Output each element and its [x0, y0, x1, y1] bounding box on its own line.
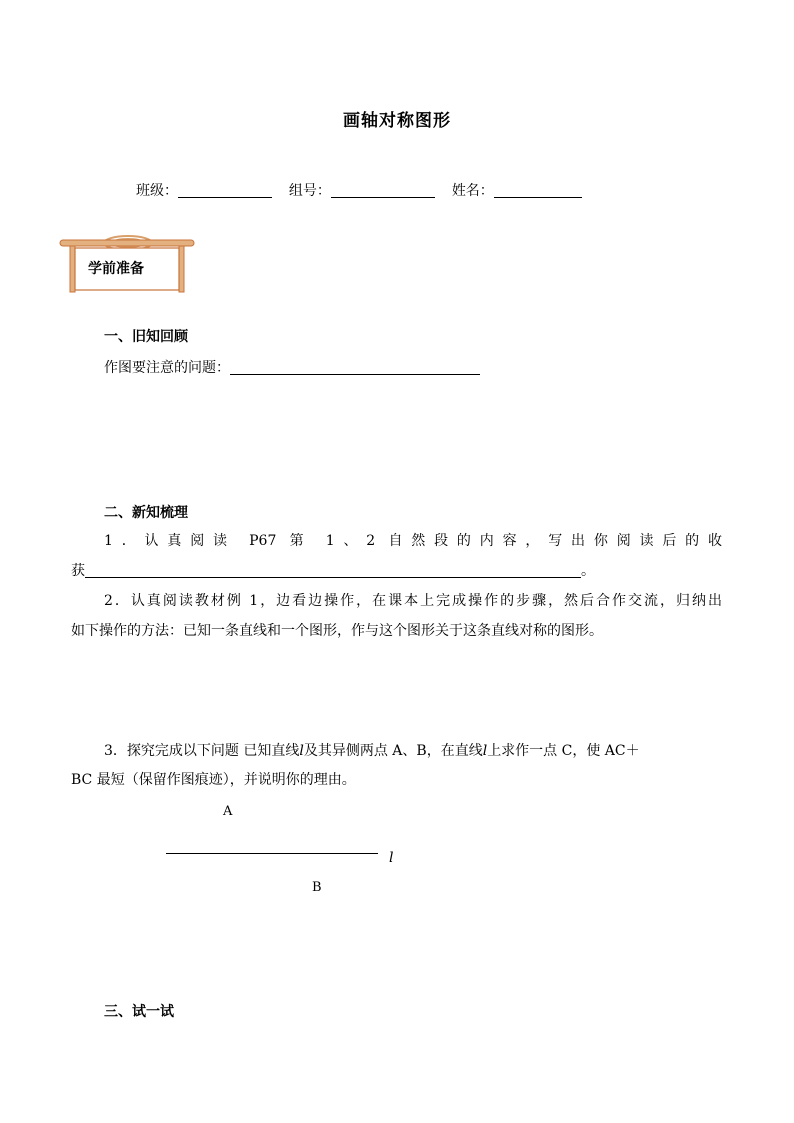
item3-line1 — [104, 736, 640, 766]
group-label: 组号： — [288, 183, 331, 199]
class-label: 班级： — [136, 183, 178, 199]
item3-part2: 及其异侧两点 A、B，在直线 — [303, 743, 483, 759]
section3-heading: 三、试一试 — [104, 1004, 174, 1020]
item1-answer-blank[interactable] — [85, 563, 581, 578]
item3-var1: l — [299, 743, 304, 759]
section2-heading: 二、新知梳理 — [104, 505, 188, 521]
figure-line-label: l — [389, 850, 394, 866]
item1-line2 — [71, 556, 595, 586]
class-blank[interactable] — [178, 183, 272, 198]
item2-line1: 2．认真阅读教材例 1，边看边操作，在课本上完成操作的步骤，然后合作交流，归纳出 — [104, 593, 722, 609]
name-blank[interactable] — [494, 183, 582, 198]
section1-heading: 一、旧知回顾 — [104, 329, 188, 345]
item2-line2: 如下操作的方法：已知一条直线和一个图形，作与这个图形关于这条直线对称的图形。 — [71, 623, 603, 639]
section1-prompt: 作图要注意的问题： — [104, 360, 230, 376]
page-title: 画轴对称图形 — [343, 111, 451, 131]
item3-line2: BC 最短（保留作图痕迹），并说明你的理由。 — [71, 772, 356, 788]
item3-part1: 3．探究完成以下问题 已知直线 — [104, 743, 300, 759]
item1-line2-end: 。 — [581, 563, 595, 579]
section1-prompt-row — [104, 357, 480, 377]
badge-label: 学前准备 — [88, 261, 144, 277]
figure-line-l — [166, 853, 378, 854]
info-row — [136, 180, 582, 200]
section1-answer-blank[interactable] — [230, 360, 480, 375]
name-label: 姓名： — [451, 183, 494, 199]
group-blank[interactable] — [331, 183, 435, 198]
item3-part3: 上求作一点 C，使 AC＋ — [487, 743, 640, 759]
figure-point-a: A — [223, 804, 233, 819]
item3-var2: l — [482, 743, 488, 759]
item1-line1: 1．认真阅读 P67 第 1、2 自然段的内容，写出你阅读后的收 — [104, 533, 722, 549]
item1-line2-start: 获 — [71, 563, 85, 579]
figure-point-b: B — [312, 880, 322, 895]
